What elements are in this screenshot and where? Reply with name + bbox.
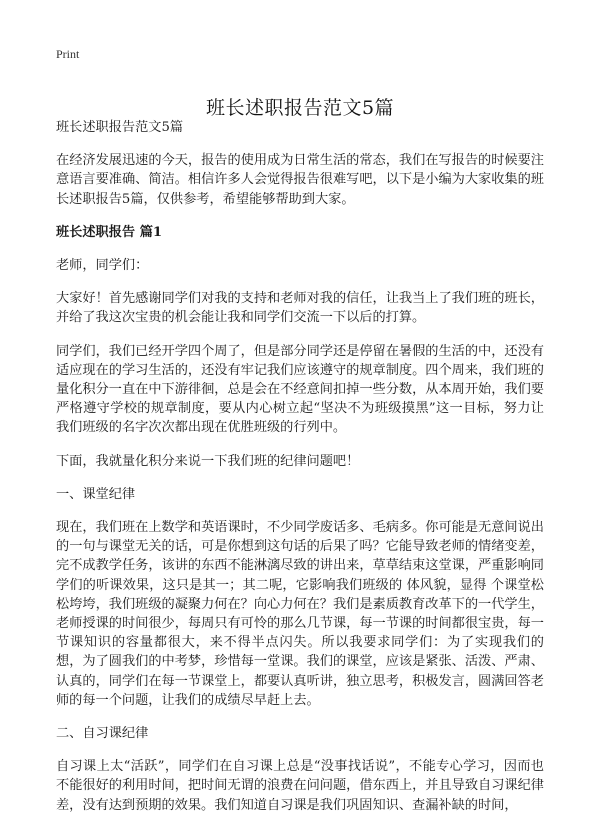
body-paragraph: 同学们，我们已经开学四个周了，但是部分同学还是停留在暑假的生活的中，还没有适应现在的学习生活的，还没有牢记我们应该遵守的规章制度。四个周来，我们班的量化积分一直在中下游徘徊，总是会在不经意间扣掉一些分数，从本周开始，我们要严格遵守学校的规章制度，要从内心树立起“坚决不为班级摸黑”这一目标，努力让我们班级的名字次次都出现在优胜班级的行列中。 — [56, 343, 544, 436]
document-title: 班长述职报告范文5篇 — [205, 96, 395, 119]
body-paragraph: 在经济发展迅速的今天，报告的使用成为日常生活的常态，我们在写报告的时候要注意语言要准确、简洁。相信许多人会觉得报告很难写吧，以下是小编为大家收集的班长述职报告5篇，仅供参考，希望能够帮助到大家。 — [56, 153, 544, 207]
body-paragraph: 二、自习课纪律 — [56, 726, 149, 742]
section-heading: 班长述职报告 篇1 — [56, 224, 163, 240]
body-paragraph: 现在，我们班在上数学和英语课时，不少同学废话多、毛病多。你可能是无意间说出的一句与课堂无关的话，可是你想到这句话的后果了吗？它能导致老师的情绪变差，完不成教学任务，该讲的东西不能淋漓尽致的讲出来，草草结束这堂课，严重影响同学们的听课效果，这只是其一；其二呢，它影响我们班级的 体风貌，显得 个课堂松松垮垮，我们班级的凝聚力何在？向心力何在？我们是素质教育改革下的一代学生，老师授课的时间很少，每周只有可怜的那么几节课，每一节课的时间都很宝贵，每一节课知识的容量都很大，来不得半点闪失。所以我要求同学们：为了实现我们的 想，为了圆我们的中考梦，珍惜每一堂课。我们的课堂，应该是紧张、活泼、严肃、认真的，同学们在每一节课堂上，都要认真听讲，独立思考，积极发言，圆满回答老师的每一个问题，让我们的成绩尽早赶上去。 — [56, 520, 544, 708]
print-label: Print — [56, 47, 80, 61]
body-paragraph: 自习课上太“活跃”，同学们在自习课上总是“没事找话说”，不能专心学习，因而也不能很好的利用时间，把时间无谓的浪费在问问题，借东西上，并且导致自习课纪律差，没有达到预期的效果。我们知道自习课是我们巩固知识、查漏补缺的时间， — [56, 759, 544, 813]
document-body — [56, 118, 544, 828]
body-paragraph: 大家好！首先感谢同学们对我的支持和老师对我的信任，让我当上了我们班的班长，并给了我这次宝贵的机会能让我和同学们交流一下以后的打算。 — [56, 291, 544, 326]
body-paragraph: 老师，同学们： — [56, 258, 149, 274]
body-paragraph: 班长述职报告范文5篇 — [56, 120, 184, 135]
body-paragraph: 下面，我就量化积分来说一下我们班的纪律问题吧！ — [56, 453, 360, 469]
body-paragraph: 一、课堂纪律 — [56, 486, 136, 502]
